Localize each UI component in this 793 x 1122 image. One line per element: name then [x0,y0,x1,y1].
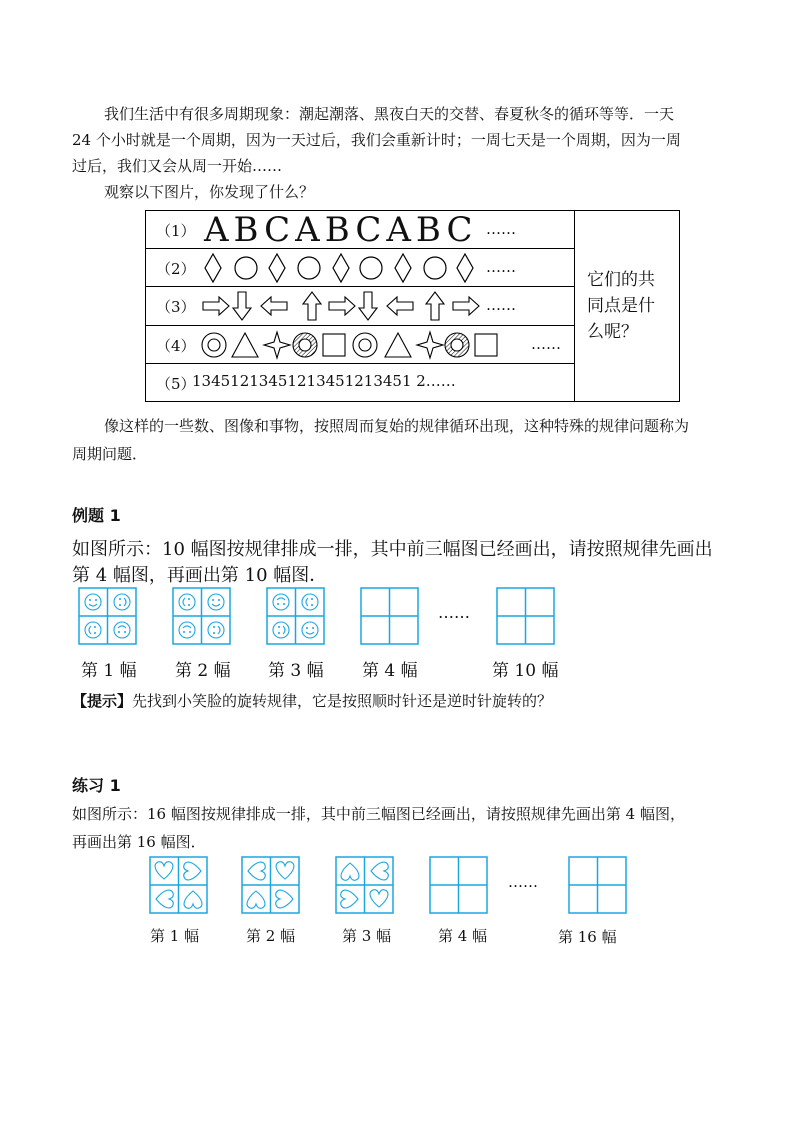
circle-icon [235,257,257,279]
hint [72,690,552,711]
shape-sequence [201,329,531,361]
example-figure-10-blank [497,588,554,644]
smiley-icon [114,594,130,610]
diamond-icon [269,254,285,282]
smiley-icon [114,622,130,638]
triangle-icon [385,333,411,357]
heart-icon [184,891,202,908]
row-dots: …… [486,258,516,277]
practice-line-1: 如图所示：16 幅图按规律排成一排，其中前三幅图已经画出，请按照规律先画出第 4 幅图， [72,805,685,823]
heart-icon [341,890,358,908]
letters-sequence: ABCABCABC [204,210,478,251]
heart-icon [155,862,173,879]
summary-line-2: 周期问题． [72,445,148,463]
heart-icon [247,891,265,908]
heart-icon [370,890,388,907]
smiley-icon [179,594,195,610]
intro-line-1: 我们生活中有很多周期现象：潮起潮落、黑夜白天的交替、春夏秋冬的循环等等．一天 [104,105,675,123]
smiley-icon [273,594,289,610]
heart-icon [156,890,173,908]
intro-line-3: 过后，我们又会从周一开始…… [72,157,283,175]
star-icon [417,332,443,358]
circle-icon [424,257,446,279]
practice-figures [0,855,793,917]
pattern-row-2 [146,249,575,287]
practice-figure-16-blank [569,857,626,913]
side-question: 它们的共同点是什么呢？ [575,211,680,402]
arrow-up-icon [426,292,444,320]
pattern-row-5 [146,363,575,401]
smiley-icon [179,622,195,638]
diamond-circle-sequence [201,251,481,285]
heart-icon [276,862,294,879]
pattern-row-4 [146,325,575,363]
smiley-icon [302,594,318,610]
arrow-down-icon [233,292,251,320]
pattern-table [145,210,680,402]
practice-caption-3: 第 3 幅 [342,927,392,945]
practice-caption-4: 第 4 幅 [438,927,488,945]
example-figure-1 [79,588,136,644]
diamond-icon [333,254,349,282]
example-caption-2: 第 2 幅 [175,661,231,681]
practice-figure-3 [336,857,393,913]
practice-caption-16: 第 16 幅 [558,928,617,946]
example-line-2: 第 4 幅图，再画出第 10 幅图． [72,565,328,586]
heart-icon [276,890,293,908]
smiley-icon [208,622,224,638]
number-sequence: 13451213451213451213451 2…… [192,371,456,390]
smiley-icon [273,622,289,638]
example-figures [0,585,793,647]
hint-text: 先找到小笑脸的旋转规律，它是按照顺时针还是逆时针旋转的？ [132,692,553,710]
example-figure-4-blank [361,588,418,644]
heart-icon [248,862,265,880]
smiley-icon [208,594,224,610]
square-icon [475,334,497,356]
double-circle-icon [202,333,226,357]
practice-figure-2 [242,857,299,913]
arrow-left-icon [387,297,413,315]
example-heading: 例题 1 [72,506,121,525]
triangle-icon [232,333,258,357]
arrow-up-icon [303,292,321,320]
smiley-icon [302,622,318,638]
row-label: （4） [156,336,196,355]
practice-caption-2: 第 2 幅 [246,927,296,945]
intro-line-2: 24 个小时就是一个周期，因为一天过后，我们会重新计时；一周七天是一个周期，因为一周 [72,131,681,149]
arrow-right-icon [453,297,479,315]
row-dots: …… [531,334,561,353]
row-label: （2） [156,260,196,279]
circle-icon [298,257,320,279]
arrow-sequence [201,290,491,322]
example-figure-2 [173,588,230,644]
diamond-icon [395,254,411,282]
arrow-right-icon [329,297,355,315]
hint-label: 【提示】 [72,692,133,710]
arrow-down-icon [359,292,377,320]
heart-icon [341,863,359,880]
heart-icon [184,862,201,880]
practice-dots: …… [508,873,538,891]
row-label: （5） [156,374,196,393]
arrow-right-icon [203,297,229,315]
pattern-row-1 [146,211,575,249]
circle-icon [360,257,382,279]
example-dots: …… [438,603,470,622]
practice-heading: 练习 1 [72,776,121,795]
example-caption-3: 第 3 幅 [268,661,324,681]
hatched-circle-icon [293,333,317,357]
practice-line-2: 再画出第 16 幅图． [72,833,206,851]
example-caption-10: 第 10 幅 [492,661,559,681]
practice-caption-1: 第 1 幅 [150,927,200,945]
intro-question: 观察以下图片，你发现了什么？ [104,183,315,201]
row-label: （1） [156,222,196,241]
example-line-1: 如图所示：10 幅图按规律排成一排，其中前三幅图已经画出，请按照规律先画出 [72,539,713,560]
double-circle-icon [353,333,377,357]
example-caption-1: 第 1 幅 [81,661,137,681]
arrow-left-icon [261,297,287,315]
diamond-icon [205,254,221,282]
smiley-icon [85,622,101,638]
example-figure-3 [267,588,324,644]
diamond-icon [457,254,473,282]
heart-icon [371,862,388,880]
summary-line-1: 像这样的一些数、图像和事物，按照周而复始的规律循环出现，这种特殊的规律问题称为 [104,417,690,435]
hatched-circle-icon [445,333,469,357]
smiley-icon [85,594,101,610]
row-label: （3） [156,298,196,317]
example-caption-4: 第 4 幅 [362,661,418,681]
practice-figure-4-blank [430,857,487,913]
practice-figure-1 [150,857,207,913]
pattern-row-3 [146,287,575,325]
star-icon [264,332,290,358]
row-dots: …… [486,296,516,315]
square-icon [323,334,345,356]
row-dots: …… [486,220,516,239]
